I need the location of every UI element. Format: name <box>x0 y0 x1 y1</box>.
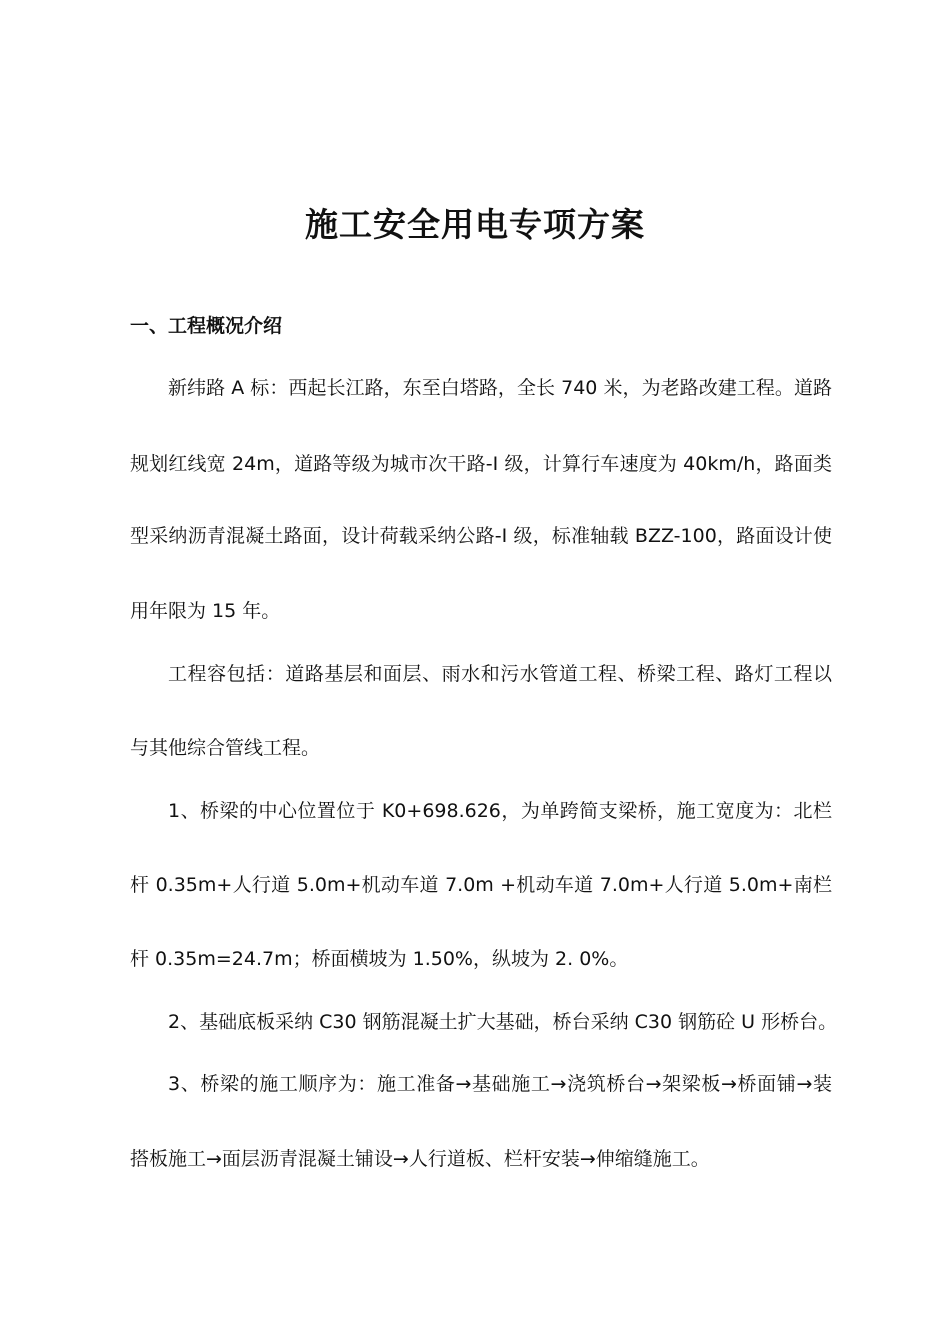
paragraph-line: 杆 0.35m+人行道 5.0m+机动车道 7.0m +机动车道 7.0m+人行道 5.0m+南栏 <box>130 874 832 896</box>
paragraph-line: 新纬路 A 标：西起长江路，东至白塔路，全长 740 米，为老路改建工程。道路 <box>168 377 832 399</box>
paragraph-line: 规划红线宽 24m，道路等级为城市次干路-I 级，计算行车速度为 40km/h，路面类 <box>130 453 832 475</box>
paragraph-line: 2、基础底板采纳 C30 钢筋混凝土扩大基础，桥台采纳 C30 钢筋砼 U 形桥台。 <box>168 1011 838 1033</box>
paragraph-line: 型采纳沥青混凝土路面，设计荷载采纳公路-I 级，标准轴载 BZZ-100，路面设计使 <box>130 525 832 547</box>
paragraph-line: 工程容包括：道路基层和面层、雨水和污水管道工程、桥梁工程、路灯工程以 <box>168 663 832 685</box>
section-heading: 一、工程概况介绍 <box>130 315 283 337</box>
paragraph-line: 与其他综合管线工程。 <box>130 737 321 759</box>
paragraph-line: 1、桥梁的中心位置位于 K0+698.626，为单跨简支梁桥，施工宽度为：北栏 <box>168 800 832 822</box>
paragraph-line: 3、桥梁的施工顺序为：施工准备→基础施工→浇筑桥台→架梁板→桥面铺→装 <box>168 1073 832 1095</box>
paragraph-line: 用年限为 15 年。 <box>130 600 281 622</box>
document-title: 施工安全用电专项方案 <box>305 205 645 244</box>
paragraph-line: 搭板施工→面层沥青混凝土铺设→人行道板、栏杆安装→伸缩缝施工。 <box>130 1148 710 1170</box>
paragraph-line: 杆 0.35m=24.7m；桥面横坡为 1.50%，纵坡为 2. 0%。 <box>130 948 629 970</box>
